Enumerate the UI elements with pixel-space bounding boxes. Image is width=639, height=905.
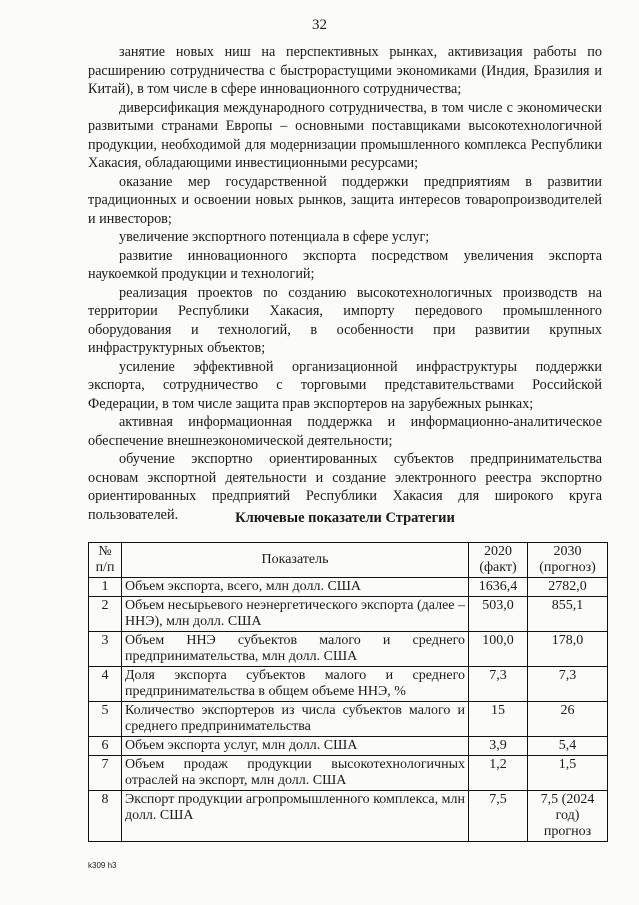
row-indicator: Экспорт продукции агропромышленного комплекса, млн долл. США (122, 791, 469, 842)
header-num: № п/п (89, 543, 122, 578)
footer-code: k309 h3 (88, 861, 117, 870)
table-row (89, 667, 608, 702)
paragraph: оказание мер государственной поддержки предприятиям в развитии традиционных и освоении новых рынков, защита интересов товаропроизводителей и инвесторов; (88, 173, 602, 227)
row-value-2020: 7,3 (469, 667, 528, 702)
row-num: 3 (89, 632, 122, 667)
row-num: 2 (89, 597, 122, 632)
row-indicator: Количество экспортеров из числа субъектов малого и среднего предпринимательства (122, 702, 469, 737)
paragraph: реализация проектов по созданию высокотехнологичных производств на территории Республики Хакасия, импорту передового промышленного оборудования и технологий, в особенности при развитии крупных инфраструктурных объектов; (88, 284, 602, 356)
row-num: 4 (89, 667, 122, 702)
row-value-2030: 855,1 (528, 597, 608, 632)
row-indicator: Доля экспорта субъектов малого и среднего предпринимательства в общем объеме ННЭ, % (122, 667, 469, 702)
row-value-2030: 2782,0 (528, 578, 608, 597)
row-value-2020: 503,0 (469, 597, 528, 632)
row-value-2020: 3,9 (469, 737, 528, 756)
table-row (89, 632, 608, 667)
table-row (89, 756, 608, 791)
row-num: 5 (89, 702, 122, 737)
row-value-2020: 15 (469, 702, 528, 737)
row-value-2030: 178,0 (528, 632, 608, 667)
row-value-2030: 7,3 (528, 667, 608, 702)
table-row (89, 702, 608, 737)
row-num: 8 (89, 791, 122, 842)
row-indicator: Объем экспорта услуг, млн долл. США (122, 737, 469, 756)
header-row (89, 543, 608, 578)
header-2020: 2020 (факт) (469, 543, 528, 578)
row-indicator: Объем продаж продукции высокотехнологичных отраслей на экспорт, млн долл. США (122, 756, 469, 791)
paragraph: диверсификация международного сотрудничества, в том числе с экономически развитыми странами Европы – основными поставщиками высокотехнологичной продукции, необходимой для модернизации промышленного комплекса Республики Хакасия, обладающими инвестиционными ресурсами; (88, 99, 602, 171)
row-num: 1 (89, 578, 122, 597)
row-value-2020: 1636,4 (469, 578, 528, 597)
header-2030: 2030 (прогноз) (528, 543, 608, 578)
row-value-2030: 7,5 (2024 год) прогноз (528, 791, 608, 842)
row-value-2030: 5,4 (528, 737, 608, 756)
row-value-2020: 1,2 (469, 756, 528, 791)
row-indicator: Объем ННЭ субъектов малого и среднего предпринимательства, млн долл. США (122, 632, 469, 667)
page-number: 32 (312, 17, 327, 33)
paragraph: активная информационная поддержка и информационно-аналитическое обеспечение внешнеэкономической деятельности; (88, 414, 602, 449)
row-num: 6 (89, 737, 122, 756)
table-row (89, 737, 608, 756)
row-value-2030: 1,5 (528, 756, 608, 791)
header-indicator: Показатель (122, 543, 469, 578)
paragraph: обучение экспортно ориентированных субъектов предпринимательства основам экспортной деятельности и создание электронного реестра экспортно ориентированных предприятий Республики Хакасия для широкого круга пользователей. (88, 451, 602, 523)
paragraph: занятие новых ниш на перспективных рынках, активизация работы по расширению сотрудничества с быстрорастущими экономиками (Индия, Бразилия и Китай), в том числе в сфере инновационного сотрудничества; (88, 44, 602, 97)
table-header (89, 543, 608, 578)
row-value-2020: 100,0 (469, 632, 528, 667)
row-num: 7 (89, 756, 122, 791)
table-row (89, 791, 608, 842)
row-indicator: Объем несырьевого неэнергетического экспорта (далее – ННЭ), млн долл. США (122, 597, 469, 632)
paragraph: увеличение экспортного потенциала в сфере услуг; (119, 229, 430, 245)
table-body (89, 578, 608, 842)
row-indicator: Объем экспорта, всего, млн долл. США (122, 578, 469, 597)
paragraph: развитие инновационного экспорта посредством увеличения экспорта наукоемкой продукции и технологий; (88, 247, 602, 282)
table-title: Ключевые показатели Стратегии (235, 510, 455, 526)
table-row (89, 578, 608, 597)
row-value-2030: 26 (528, 702, 608, 737)
indicators-table (88, 542, 608, 842)
body-text (88, 43, 602, 524)
table-row (89, 597, 608, 632)
row-value-2020: 7,5 (469, 791, 528, 842)
paragraph: усиление эффективной организационной инфраструктуры поддержки экспорта, сотрудничество с торговыми представительствами Российской Федерации, в том числе защита прав экспортеров на зарубежных рынках; (88, 358, 602, 412)
